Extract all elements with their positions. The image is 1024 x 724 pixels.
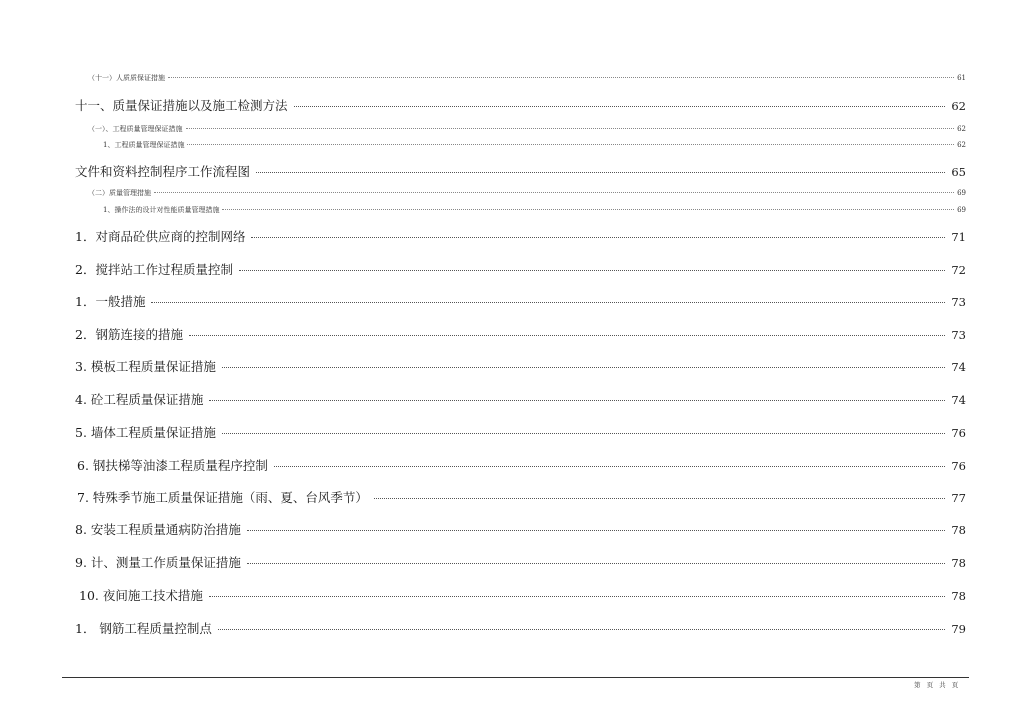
toc-entry-page: 71 [951, 230, 966, 244]
dot-leader [247, 530, 945, 531]
toc-entry[interactable] [79, 586, 966, 604]
dot-leader [209, 400, 945, 401]
toc-entry-label: 5. 墙体工程质量保证措施 [75, 425, 216, 440]
dot-leader [222, 209, 954, 210]
toc-entry-page: 73 [951, 328, 966, 342]
toc-entry-label: 7. 特殊季节施工质量保证措施（雨、夏、台风季节） [77, 490, 368, 505]
toc-entry-page: 73 [951, 295, 966, 309]
toc-entry-label: 文件和资料控制程序工作流程图 [75, 164, 251, 179]
dot-leader [187, 144, 954, 145]
toc-entry-label: 6. 钢扶梯等油漆工程质量程序控制 [77, 458, 268, 473]
dot-leader [294, 106, 946, 107]
dot-leader [168, 77, 954, 78]
toc-entry[interactable] [103, 140, 966, 150]
toc-entry-page: 78 [951, 523, 966, 537]
dot-leader [218, 629, 945, 630]
toc-entry-page: 77 [951, 491, 966, 505]
toc-entry[interactable] [75, 227, 966, 245]
toc-entry-label: 1、工程质量管理保证措施 [103, 141, 185, 149]
dot-leader [374, 498, 945, 499]
toc-entry-page: 61 [957, 74, 966, 82]
toc-entry-label: 1．一般措施 [75, 294, 146, 309]
toc-entry[interactable] [77, 456, 966, 474]
toc-entry-page: 78 [951, 589, 966, 603]
toc-entry[interactable] [75, 292, 966, 310]
toc-entry[interactable] [75, 553, 966, 571]
toc-entry-page: 62 [957, 125, 966, 133]
dot-leader [247, 563, 945, 564]
footer-divider [62, 677, 969, 678]
toc-entry-page: 72 [951, 263, 966, 277]
toc-entry[interactable] [75, 619, 966, 637]
toc-entry[interactable] [75, 423, 966, 441]
toc-entry-page: 78 [951, 556, 966, 570]
toc-entry[interactable] [75, 96, 966, 114]
toc-entry-label: 十一、质量保证措施以及施工检测方法 [75, 98, 288, 113]
dot-leader [222, 433, 945, 434]
toc-entry-page: 76 [951, 459, 966, 473]
toc-entry-label: 2．搅拌站工作过程质量控制 [75, 262, 233, 277]
toc-entry-label: 9. 计、测量工作质量保证措施 [75, 555, 241, 570]
dot-leader [222, 367, 945, 368]
toc-entry-page: 62 [957, 141, 966, 149]
toc-entry[interactable] [75, 520, 966, 538]
toc-entry-page: 76 [951, 426, 966, 440]
toc-entry-label: （一）、工程质量管理保证措施 [88, 125, 183, 133]
toc-entry-page: 79 [951, 622, 966, 636]
toc-entry[interactable] [75, 357, 966, 375]
toc-entry[interactable] [88, 73, 966, 83]
toc-entry-label: 1． 钢筋工程质量控制点 [75, 621, 212, 636]
toc-entry[interactable] [75, 325, 966, 343]
toc-entry[interactable] [75, 162, 966, 180]
dot-leader [256, 172, 945, 173]
toc-entry-label: 1、操作法的设计对性能质量管理措施 [103, 206, 220, 214]
dot-leader [186, 128, 955, 129]
dot-leader [154, 192, 954, 193]
page-footer: 第 页 共 页 [914, 681, 961, 689]
toc-entry-label: 1．对商品砼供应商的控制网络 [75, 229, 246, 244]
toc-entry-label: （二）质量管理措施 [88, 189, 151, 197]
dot-leader [151, 302, 945, 303]
toc-entry-label: 10. 夜间施工技术措施 [79, 588, 203, 603]
toc-entry-label: 3. 模板工程质量保证措施 [75, 359, 216, 374]
toc-entry[interactable] [75, 260, 966, 278]
toc-entry[interactable] [77, 488, 966, 506]
toc-entry[interactable] [88, 124, 966, 134]
toc-entry-label: 2．钢筋连接的措施 [75, 327, 183, 342]
toc-entry-page: 74 [951, 393, 966, 407]
dot-leader [274, 466, 945, 467]
toc-entry-page: 65 [951, 165, 966, 179]
toc-entry[interactable] [88, 188, 966, 198]
toc-entry[interactable] [75, 390, 966, 408]
toc-entry-label: （十一）人质质保证措施 [88, 74, 165, 82]
toc-entry-page: 69 [957, 206, 966, 214]
toc-entry-label: 8. 安装工程质量通病防治措施 [75, 522, 241, 537]
toc-entry-page: 62 [951, 99, 966, 113]
toc-entry-page: 69 [957, 189, 966, 197]
toc-entry-label: 4. 砼工程质量保证措施 [75, 392, 204, 407]
dot-leader [189, 335, 945, 336]
dot-leader [209, 596, 946, 597]
dot-leader [239, 270, 945, 271]
toc-entry-page: 74 [951, 360, 966, 374]
dot-leader [251, 237, 945, 238]
toc-entry[interactable] [103, 205, 966, 215]
